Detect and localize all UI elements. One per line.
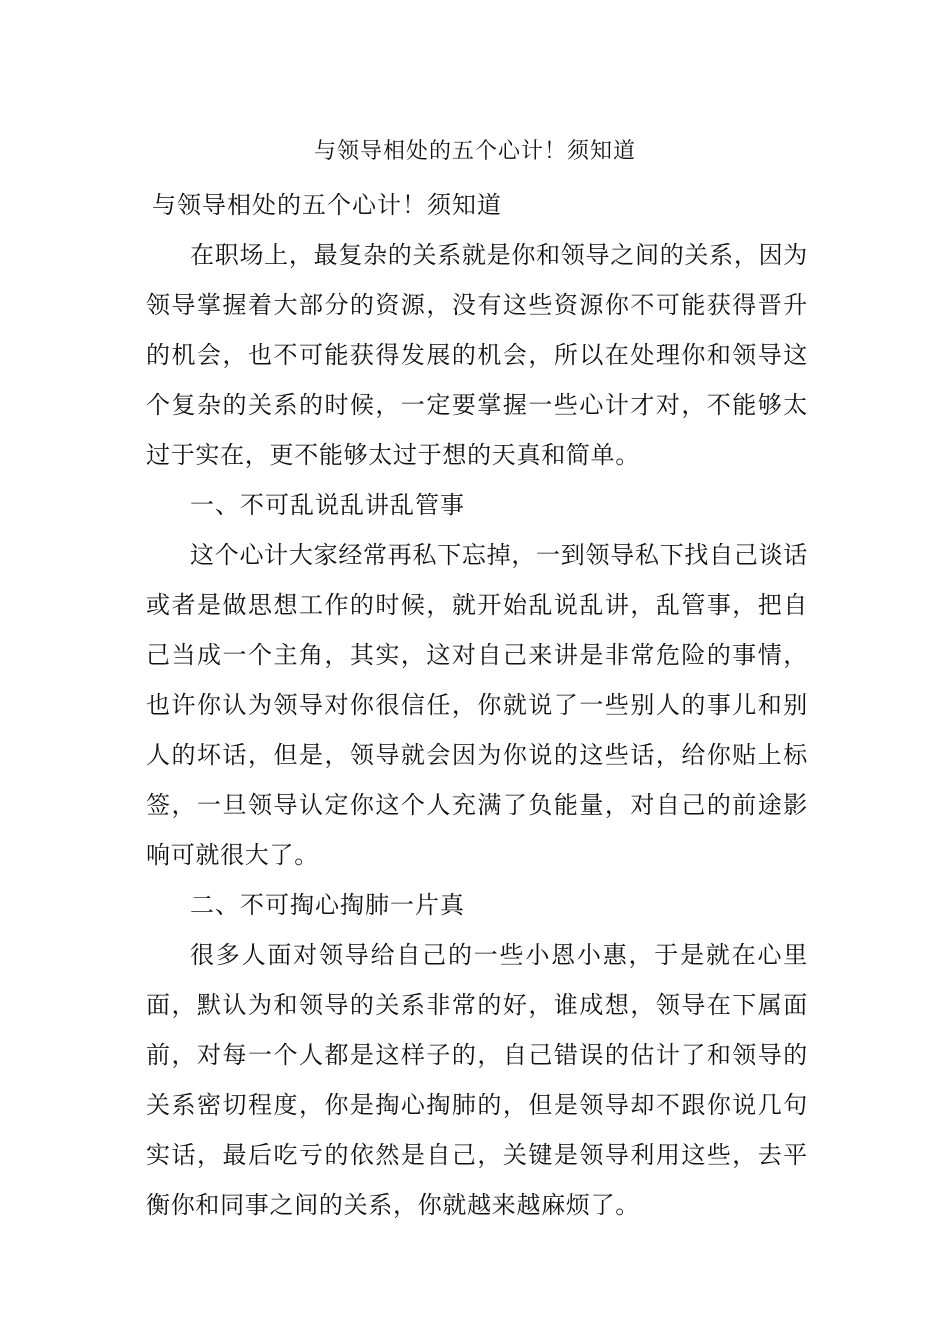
section-heading-1: 一、不可乱说乱讲乱管事 <box>190 491 465 519</box>
section-body-2: 很多人面对领导给自己的一些小恩小惠，于是就在心里面，默认为和领导的关系非常的好，谁成想，领导在下属面前，对每一个人都是这样子的，自己错误的估计了和领导的关系密切程度，你是掏心掏肺的，但是领导却不跟你说几句实话，最后吃亏的依然是自己，关键是领导利用这些，去平衡你和同事之间的关系，你就越来越麻烦了。 <box>146 941 808 1219</box>
document-body <box>146 180 808 1230</box>
document-title: 与领导相处的五个心计！须知道 <box>313 139 636 164</box>
section-body-1: 这个心计大家经常再私下忘掉，一到领导私下找自己谈话或者是做思想工作的时候，就开始乱说乱讲，乱管事，把自己当成一个主角，其实，这对自己来讲是非常危险的事情，也许你认为领导对你很信任，你就说了一些别人的事儿和别人的坏话，但是，领导就会因为你说的这些话，给你贴上标签，一旦领导认定你这个人充满了负能量，对自己的前途影响可就很大了。 <box>146 541 808 869</box>
document-subtitle: 与领导相处的五个心计！须知道 <box>152 191 502 219</box>
section-heading-2: 二、不可掏心掏肺一片真 <box>190 891 465 919</box>
intro-paragraph: 在职场上，最复杂的关系就是你和领导之间的关系，因为领导掌握着大部分的资源，没有这些资源你不可能获得晋升的机会，也不可能获得发展的机会，所以在处理你和领导这个复杂的关系的时候，一定要掌握一些心计才对，不能够太过于实在，更不能够太过于想的天真和简单。 <box>146 241 808 469</box>
